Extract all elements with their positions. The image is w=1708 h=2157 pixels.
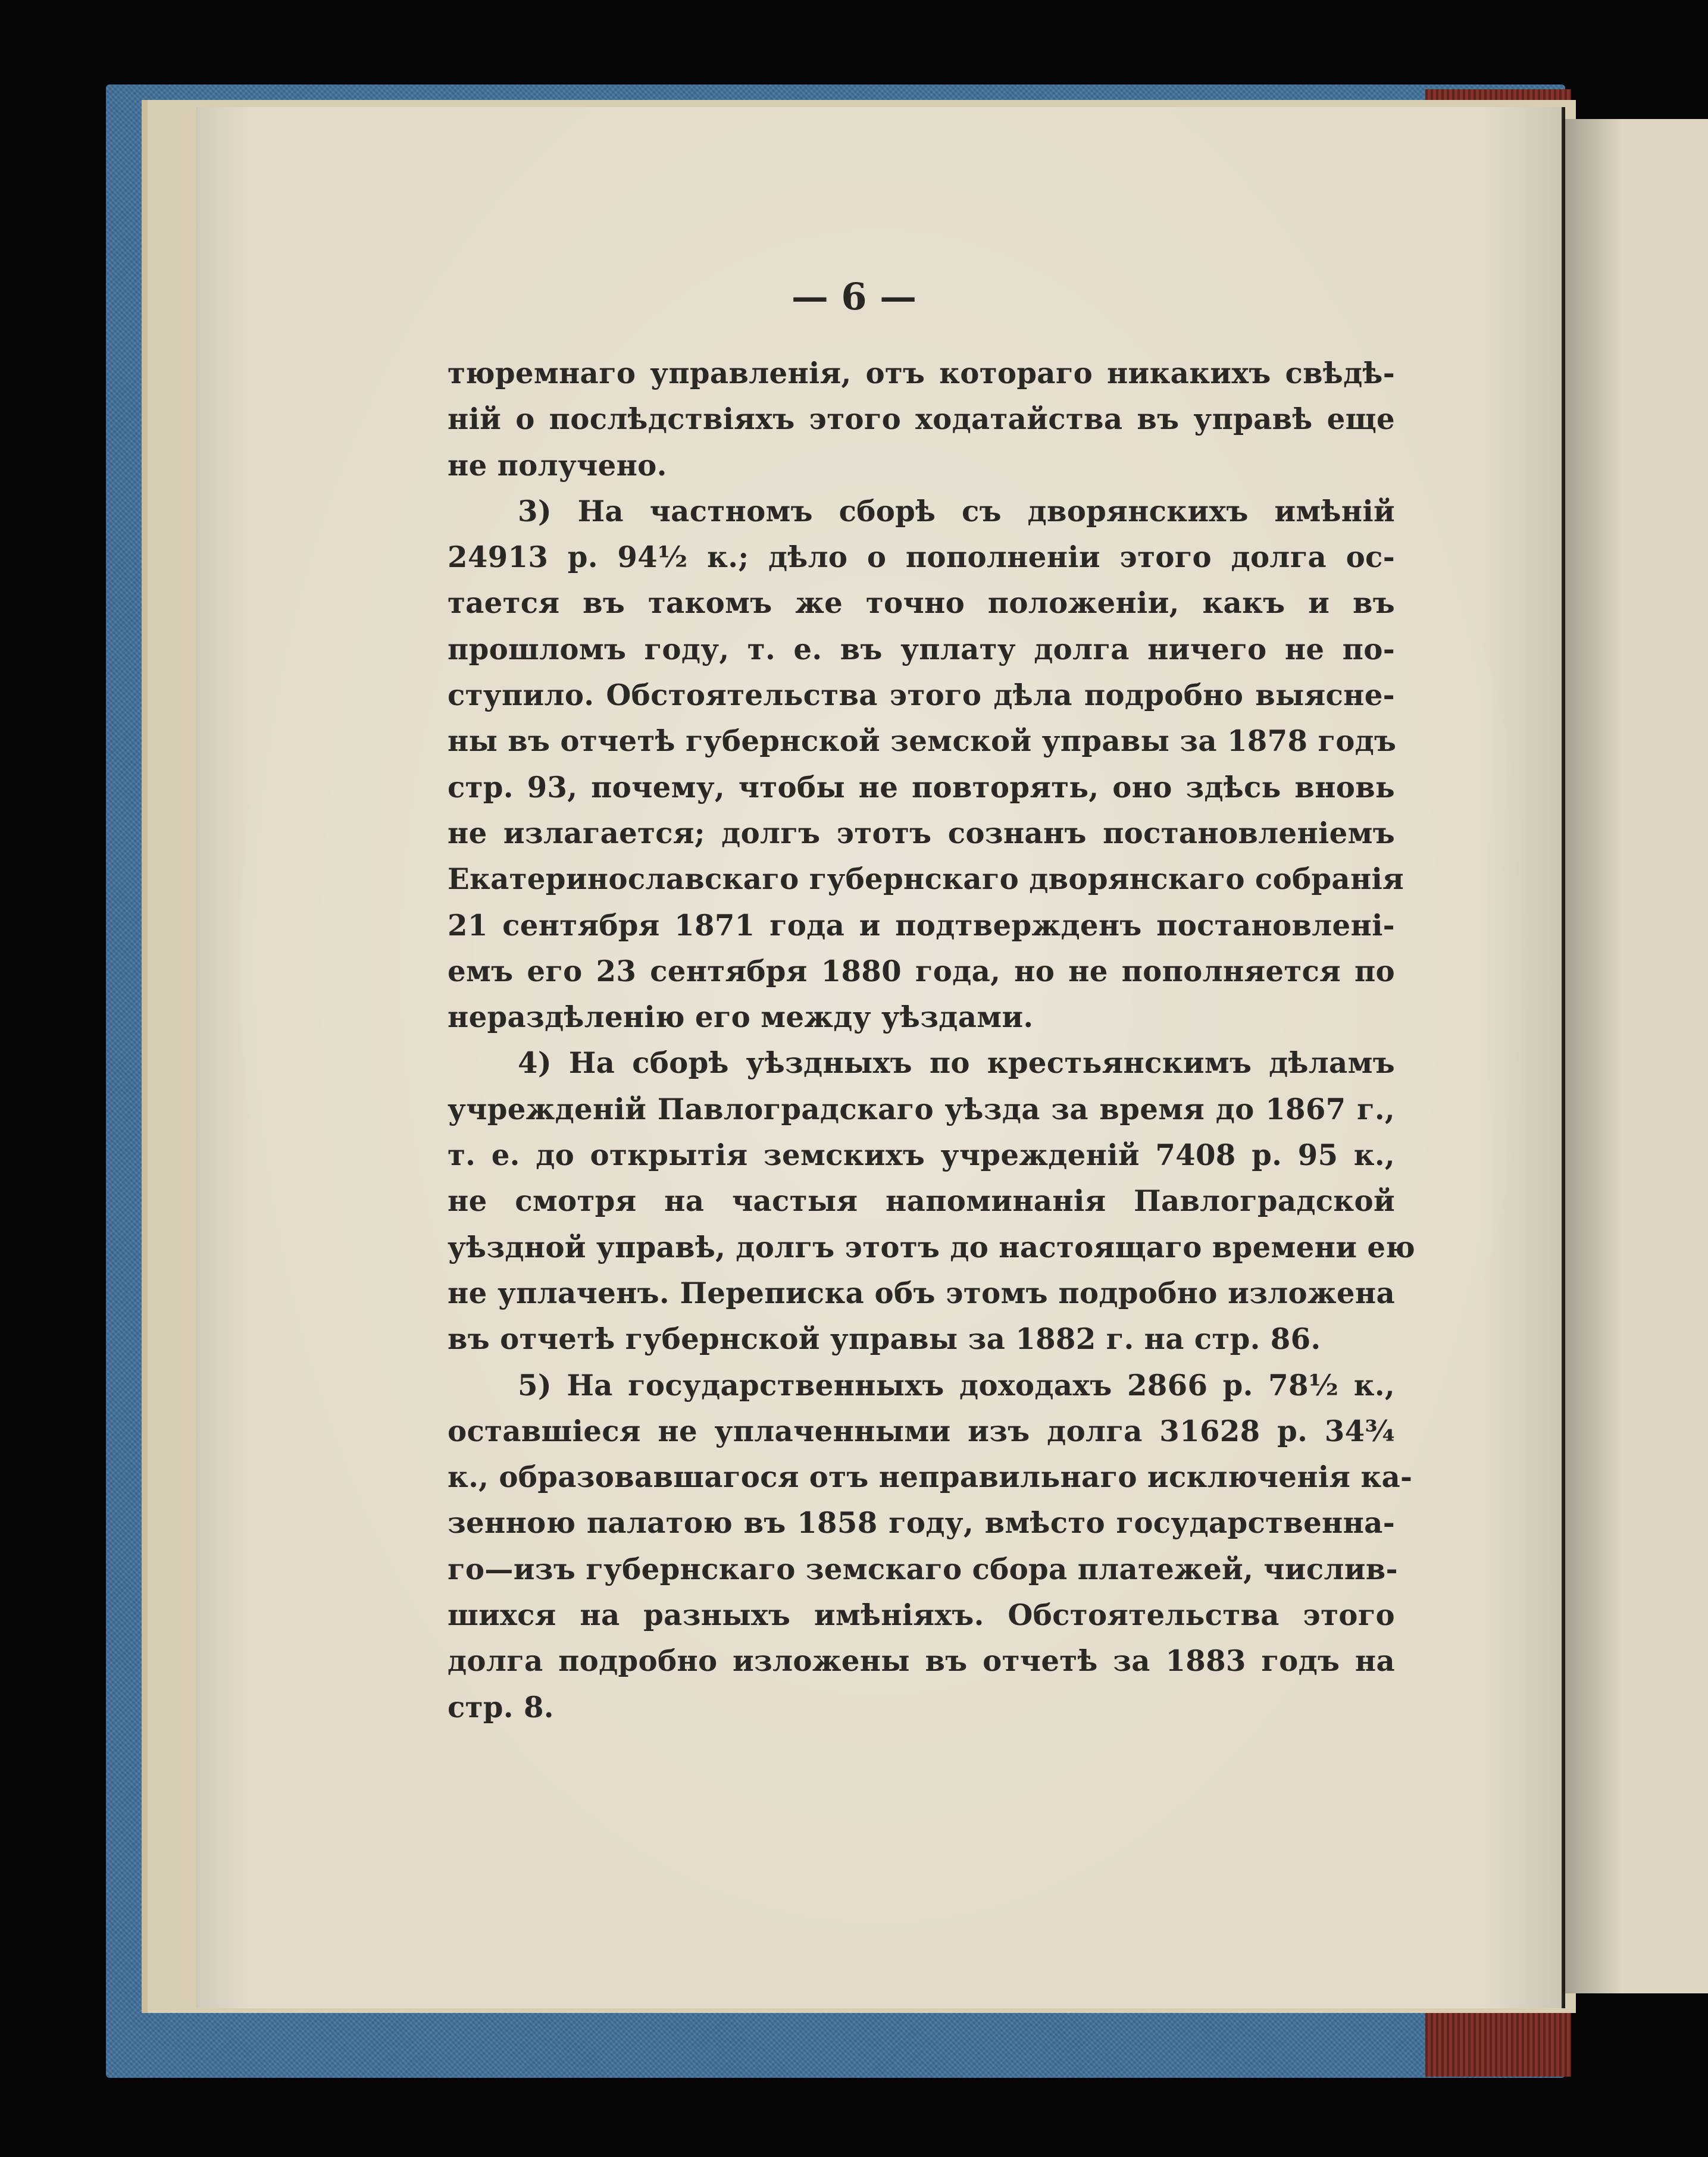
text-line: ступило. Обстоятельства этого дѣла подробно выясне- — [448, 679, 1395, 713]
text-line: стр. 8. — [448, 1690, 554, 1724]
text-line: не получено. — [448, 449, 667, 483]
text-line: не смотря на частыя напоминанія Павлоградской — [448, 1185, 1395, 1219]
text-line: тается въ такомъ же точно положеніи, какъ и въ — [448, 587, 1395, 621]
text-line: не излагается; долгъ этотъ сознанъ постановленіемъ — [448, 816, 1395, 850]
text-line: нераздѣленію его между уѣздами. — [448, 1001, 1034, 1035]
text-line: 5) На государственныхъ доходахъ 2866 р. 78½ к., — [518, 1369, 1395, 1402]
body-text — [448, 351, 1415, 1731]
text-line: 24913 р. 94½ к.; дѣло о пополненіи этого долга ос- — [448, 541, 1395, 575]
text-line: 3) На частномъ сборѣ съ дворянскихъ имѣній — [518, 494, 1395, 528]
text-line: ны въ отчетѣ губернской земской управы за 1878 годъ — [448, 725, 1397, 759]
text-line: ній о послѣдствіяхъ этого ходатайства въ управѣ еще — [448, 403, 1395, 437]
text-line: емъ его 23 сентября 1880 года, но не пополняется по — [448, 954, 1395, 988]
text-line: зенною палатою въ 1858 году, вмѣсто государственна- — [448, 1507, 1395, 1541]
facing-page-edge — [1565, 119, 1708, 1993]
text-line: шихся на разныхъ имѣніяхъ. Обстоятельства этого — [448, 1599, 1395, 1633]
text-line: долга подробно изложены въ отчетѣ за 1883 годъ на — [448, 1645, 1395, 1679]
text-line: 21 сентября 1871 года и подтвержденъ постановлені- — [448, 909, 1395, 943]
text-line: уѣздной управѣ, долгъ этотъ до настоящаго времени ею — [448, 1231, 1415, 1264]
text-line: стр. 93, почему, чтобы не повторять, оно здѣсь вновь — [448, 771, 1395, 804]
text-line: тюремнаго управленія, отъ котораго никакихъ свѣдѣ- — [448, 357, 1395, 390]
text-line: не уплаченъ. Переписка объ этомъ подробно изложена — [448, 1276, 1395, 1310]
text-line: въ отчетѣ губернской управы за 1882 г. на стр. 86. — [448, 1323, 1321, 1357]
text-line: учрежденій Павлоградскаго уѣзда за время до 1867 г., — [448, 1092, 1395, 1126]
text-line: го—изъ губернскаго земскаго сбора платежей, числив- — [448, 1552, 1398, 1586]
page-number: — 6 — — [791, 275, 917, 318]
text-line: прошломъ году, т. е. въ уплату долга ничего не по- — [448, 633, 1395, 666]
text-line: оставшіеся не уплаченными изъ долга 31628 р. 34¾ — [448, 1414, 1395, 1448]
text-line: 4) На сборѣ уѣздныхъ по крестьянскимъ дѣламъ — [518, 1047, 1395, 1081]
text-line: т. е. до открытія земскихъ учрежденій 7408 р. 95 к., — [448, 1139, 1395, 1173]
text-line: Екатеринославскаго губернскаго дворянскаго собранія — [448, 863, 1404, 897]
text-line: к., образовавшагося отъ неправильнаго исключенія ка- — [448, 1461, 1413, 1495]
